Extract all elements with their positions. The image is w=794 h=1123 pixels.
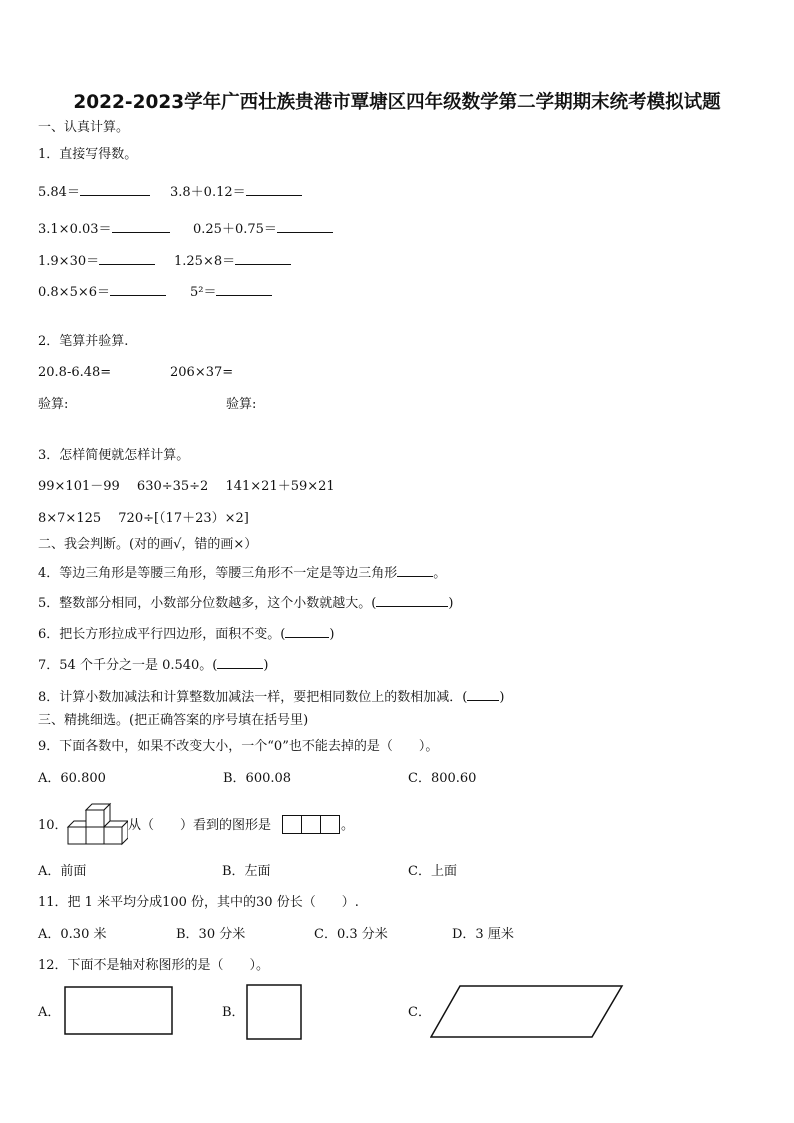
calc-item — [170, 183, 302, 201]
answer-blank — [80, 183, 150, 196]
question-4: 4．等边三角形是等腰三角形，等腰三角形不一定是等边三角形 。 — [38, 566, 447, 581]
answer-blank — [376, 594, 448, 607]
question-12-stem: 12．下面不是轴对称图形的是（ ）。 — [38, 958, 270, 973]
calc-item — [38, 283, 166, 301]
check-label-1: 验算: — [38, 397, 69, 412]
option-a: A．前面 — [38, 864, 87, 879]
simplify-row-1: 99×101－99 630÷35÷2 141×21＋59×21 — [38, 479, 335, 494]
option-a-label: A． — [38, 1005, 61, 1020]
calc-expression: 3.8＋0.12＝ — [170, 185, 246, 200]
answer-blank — [397, 564, 433, 577]
section-heading-1: 一、认真计算。 — [38, 120, 130, 135]
calc-expression: 1.9×30＝ — [38, 254, 100, 269]
answer-blank — [285, 625, 329, 638]
option-b: B．左面 — [222, 864, 271, 879]
option-a: A．0.30 米 — [38, 927, 107, 942]
question-7: 7．54 个千分之一是 0.540。( ) — [38, 658, 269, 673]
calc-expression: 1.25×8＝ — [174, 254, 236, 269]
section-heading-2: 二、我会判断。(对的画√，错的画×） — [38, 537, 258, 552]
calc-expression: 0.25＋0.75＝ — [193, 222, 277, 237]
option-a: A．60.800 — [38, 771, 106, 786]
answer-blank — [99, 252, 155, 265]
answer-blank — [235, 252, 291, 265]
answer-blank — [216, 283, 272, 296]
written-calc-1: 20.8-6.48= — [38, 365, 112, 380]
calc-item — [193, 220, 333, 238]
page-title: 2022-2023学年广西壮族贵港市覃塘区四年级数学第二学期期末统考模拟试题 — [73, 92, 721, 113]
answer-blank — [217, 656, 263, 669]
option-b-label: B． — [222, 1005, 245, 1020]
answer-blank — [246, 183, 302, 196]
question-10-stem: 从（ ）看到的图形是 — [128, 818, 272, 833]
check-label-2: 验算: — [226, 397, 257, 412]
parallelogram-figure — [430, 985, 624, 1039]
option-c: C．上面 — [408, 864, 457, 879]
calc-item — [190, 283, 272, 301]
question-1-label: 1．直接写得数。 — [38, 147, 138, 162]
calc-item — [38, 220, 170, 238]
three-squares-figure — [282, 815, 340, 834]
question-6: 6．把长方形拉成平行四边形，面积不变。( ) — [38, 627, 335, 642]
question-8: 8．计算小数加减法和计算整数加减法一样，要把相同数位上的数相加减．( ) — [38, 690, 505, 705]
calc-expression: 3.1×0.03＝ — [38, 222, 112, 237]
option-d: D．3 厘米 — [452, 927, 514, 942]
question-10-number: 10． — [38, 818, 68, 833]
rectangle-figure — [64, 986, 174, 1036]
written-calc-2: 206×37= — [170, 365, 234, 380]
cube-stack-figure — [66, 802, 128, 846]
answer-blank — [467, 688, 499, 701]
answer-blank — [277, 220, 333, 233]
answer-blank — [110, 283, 166, 296]
calc-item — [38, 252, 155, 270]
option-c: C．0.3 分米 — [314, 927, 388, 942]
calc-expression: 5.84＝ — [38, 185, 80, 200]
calc-item — [174, 252, 291, 270]
option-c-label: C． — [408, 1005, 431, 1020]
calc-expression: 0.8×5×6＝ — [38, 285, 111, 300]
section-heading-3: 三、精挑细选。(把正确答案的序号填在括号里) — [38, 713, 309, 728]
question-5: 5．整数部分相同，小数部分位数越多，这个小数就越大。( ) — [38, 596, 454, 611]
square-figure — [246, 984, 303, 1041]
option-c: C．800.60 — [408, 771, 477, 786]
question-10-end: 。 — [341, 818, 355, 833]
question-2-label: 2．笔算并验算. — [38, 334, 129, 349]
option-b: B．600.08 — [223, 771, 292, 786]
question-9-stem: 9．下面各数中，如果不改变大小，一个“0”也不能去掉的是（ ）。 — [38, 739, 439, 754]
answer-blank — [112, 220, 170, 233]
question-3-label: 3．怎样简便就怎样计算。 — [38, 448, 190, 463]
calc-expression: 5²＝ — [190, 285, 217, 300]
simplify-row-2: 8×7×125 720÷[（17＋23）×2] — [38, 511, 249, 526]
calc-item — [38, 183, 150, 201]
question-11-stem: 11．把 1 米平均分成100 份，其中的30 份长（ ）. — [38, 895, 359, 910]
option-b: B．30 分米 — [176, 927, 246, 942]
